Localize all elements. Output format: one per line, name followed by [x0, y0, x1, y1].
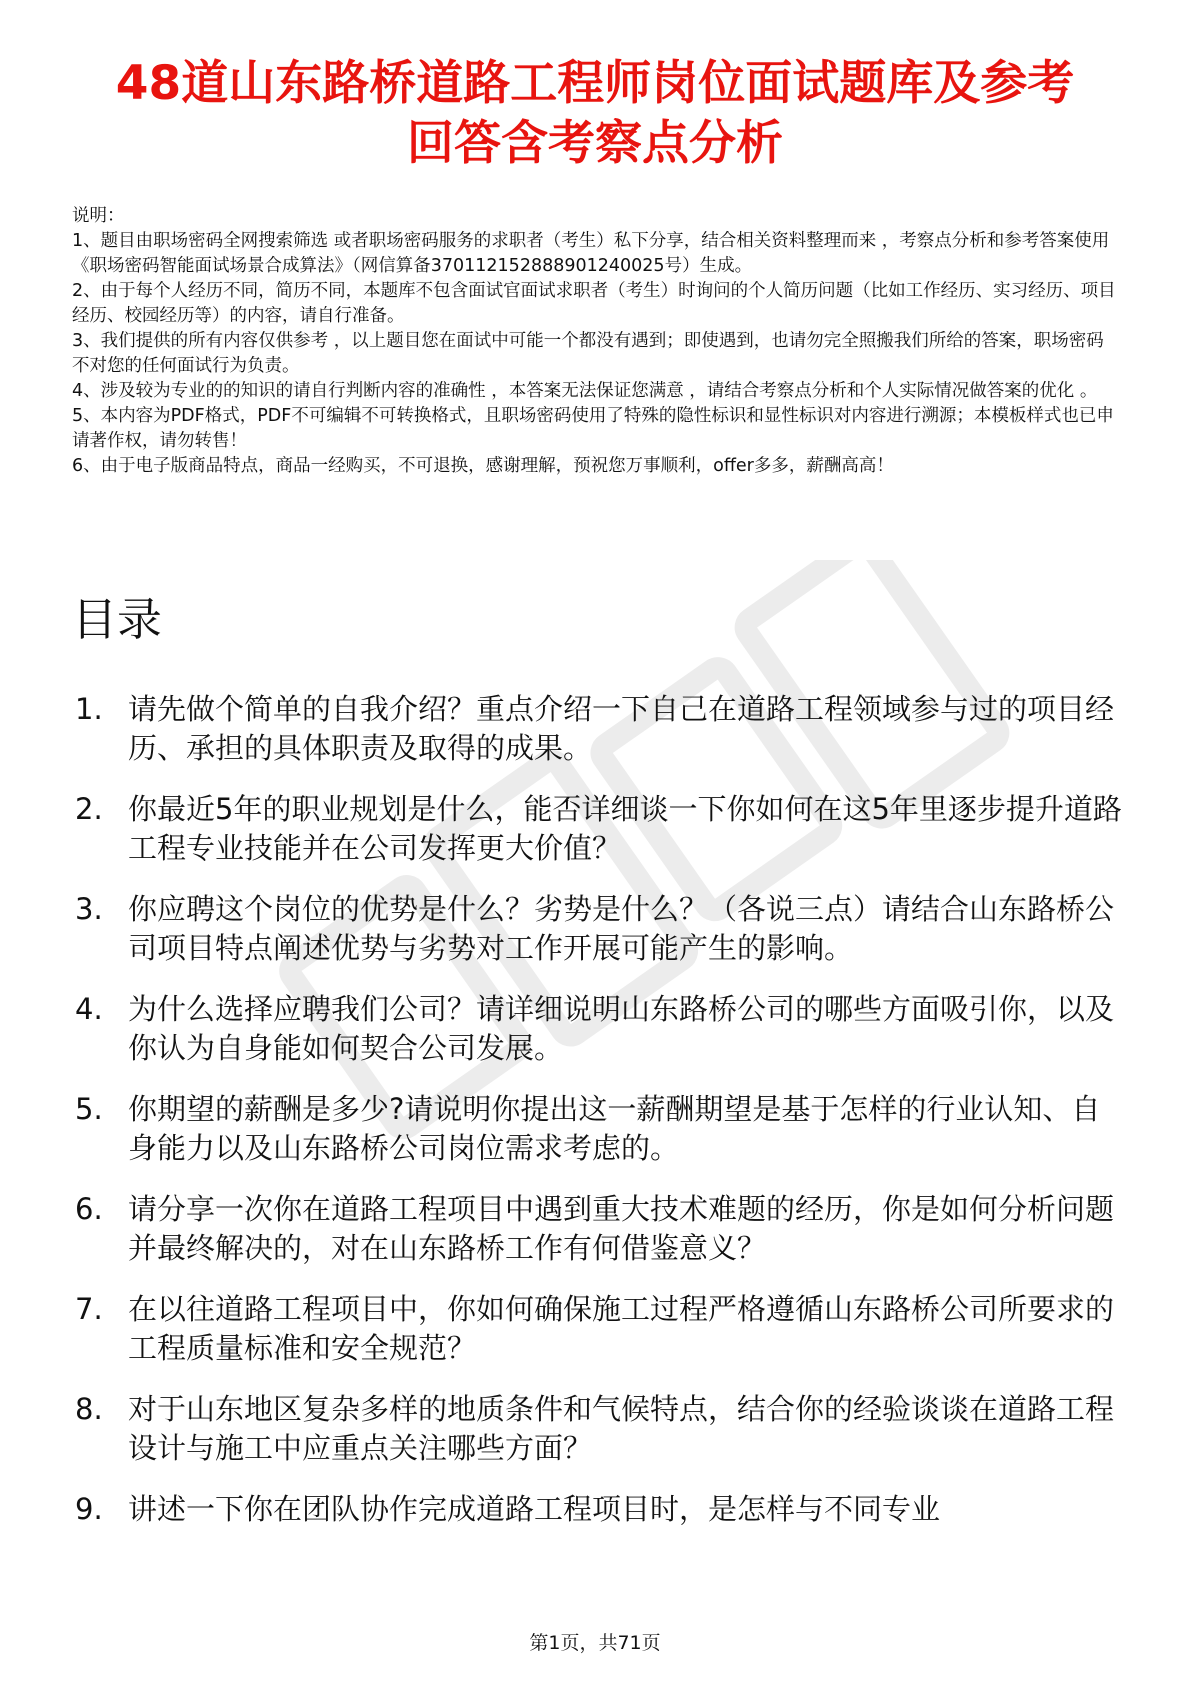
instruction-item: 3、我们提供的所有内容仅供参考 ，以上题目您在面试中可能一个都没有遇到；即使遇到，也请勿完全照搬我们所给的答案，职场密码不对您的任何面试行为负责。: [72, 331, 1104, 376]
instruction-item: 5、本内容为PDF格式，PDF不可编辑不可转换格式，且职场密码使用了特殊的隐性标识和显性标识对内容进行溯源；本模板样式也已申请著作权，请勿转售！: [72, 406, 1114, 451]
toc-item-number: 3.: [75, 892, 103, 926]
toc-item[interactable]: [72, 1190, 1127, 1268]
title-line-1: 48道山东路桥道路工程师岗位面试题库及参考: [115, 56, 1075, 111]
toc-item-text: 请分享一次你在道路工程项目中遇到重大技术难题的经历，你是如何分析问题并最终解决的，对在山东路桥工作有何借鉴意义？: [128, 1192, 1115, 1265]
toc-item[interactable]: [72, 890, 1127, 968]
toc-item-text: 你最近5年的职业规划是什么，能否详细谈一下你如何在这5年里逐步提升道路工程专业技能并在公司发挥更大价值？: [128, 792, 1122, 865]
toc-item-number: 8.: [75, 1392, 103, 1426]
toc-item[interactable]: [72, 1090, 1127, 1168]
document-title: [60, 54, 1130, 174]
toc-item-number: 6.: [75, 1192, 103, 1226]
toc-item[interactable]: [72, 1290, 1127, 1368]
toc-heading: 目录: [72, 593, 163, 646]
toc-item-text: 讲述一下你在团队协作完成道路工程项目时，是怎样与不同专业: [128, 1492, 941, 1526]
toc-item-number: 5.: [75, 1092, 103, 1126]
toc-item-text: 请先做个简单的自我介绍？重点介绍一下自己在道路工程领域参与过的项目经历、承担的具体职责及取得的成果。: [128, 692, 1115, 765]
toc-item-number: 1.: [75, 692, 103, 726]
toc-item-text: 对于山东地区复杂多样的地质条件和气候特点，结合你的经验谈谈在道路工程设计与施工中应重点关注哪些方面？: [128, 1392, 1115, 1465]
toc-item[interactable]: [72, 990, 1127, 1068]
toc-item-text: 你期望的薪酬是多少?请说明你提出这一薪酬期望是基于怎样的行业认知、自身能力以及山东路桥公司岗位需求考虑的。: [128, 1092, 1101, 1165]
instructions-heading: 说明：: [72, 206, 125, 226]
toc-item-number: 4.: [75, 992, 103, 1026]
page-number: 第1页，共71页: [529, 1632, 661, 1654]
instructions-block: [72, 204, 1117, 479]
title-line-2: 回答含考察点分析: [407, 116, 783, 171]
toc-item[interactable]: [72, 690, 1127, 768]
instruction-item: 4、涉及较为专业的的知识的请自行判断内容的准确性 ，本答案无法保证您满意 ，请结合考察点分析和个人实际情况做答案的优化 。: [72, 381, 1098, 401]
toc-item-text: 在以往道路工程项目中，你如何确保施工过程严格遵循山东路桥公司所要求的工程质量标准和安全规范？: [128, 1292, 1115, 1365]
toc-item[interactable]: [72, 1390, 1127, 1468]
toc-item-number: 7.: [75, 1292, 103, 1326]
toc-item-text: 为什么选择应聘我们公司？请详细说明山东路桥公司的哪些方面吸引你，以及你认为自身能如何契合公司发展。: [128, 992, 1115, 1065]
toc-item-text: 你应聘这个岗位的优势是什么？劣势是什么？（各说三点）请结合山东路桥公司项目特点阐述优势与劣势对工作开展可能产生的影响。: [128, 892, 1115, 965]
toc-item-number: 2.: [75, 792, 103, 826]
instruction-item: 2、由于每个人经历不同，简历不同，本题库不包含面试官面试求职者（考生）时询问的个人简历问题（比如工作经历、实习经历、项目经历、校园经历等）的内容，请自行准备。: [72, 281, 1116, 326]
toc-item-number: 9.: [75, 1492, 103, 1526]
toc-list: [72, 690, 1127, 1551]
instruction-item: 1、题目由职场密码全网搜索筛选 或者职场密码服务的求职者（考生）私下分享，结合相关资料整理而来 ，考察点分析和参考答案使用《职场密码智能面试场景合成算法》（网信算备370112152888901240025号）生成。: [72, 231, 1110, 276]
instruction-item: 6、由于电子版商品特点，商品一经购买，不可退换，感谢理解，预祝您万事顺利，offer多多，薪酬高高！: [72, 456, 894, 476]
toc-item[interactable]: [72, 790, 1127, 868]
toc-item[interactable]: [72, 1490, 1127, 1529]
